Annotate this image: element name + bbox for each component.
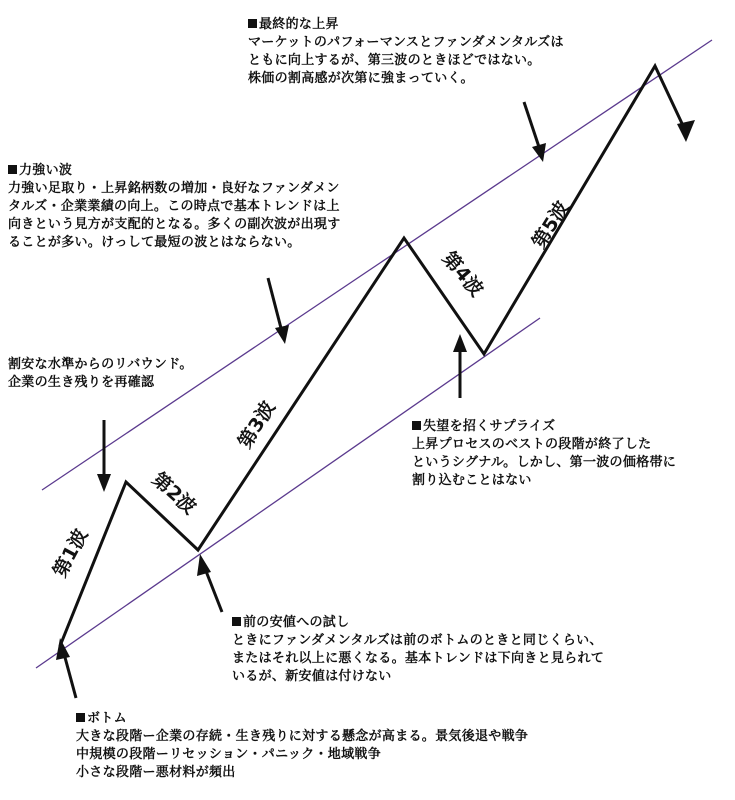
retest-line-1: ときにファンダメンタルズは前のボトムのときと同じくらい、 [232, 633, 603, 648]
wave-3-label: 第3波 [234, 397, 280, 453]
annotation-final-rise [248, 16, 564, 88]
arrow-strong-wave [268, 278, 289, 344]
annotation-strong-wave [8, 162, 341, 252]
final-decline-arrowhead [677, 120, 695, 142]
final-rise-heading: 最終的な上昇 [259, 17, 339, 32]
disappointment-line-1: 上昇プロセスのベストの段階が終了した [412, 437, 652, 452]
rebound-line-2: 企業の生き残りを再確認 [8, 375, 155, 390]
wave-5-label: 第5波 [528, 197, 574, 253]
disappointment-line-2: というシグナル。しかし、第一波の価格帯に [412, 455, 677, 470]
bullet-square-icon [232, 617, 241, 626]
retest-heading: 前の安値への試し [243, 615, 350, 630]
annotation-bottom [76, 710, 528, 782]
annotation-disappointment [412, 418, 676, 490]
rebound-line-1: 割安な水準からのリバウンド。 [8, 357, 193, 372]
bottom-line-2: 中規模の段階ーリセッション・パニック・地域戦争 [76, 747, 381, 762]
final-rise-line-3: 株価の割高感が次第に強まっていく。 [248, 71, 474, 86]
annotation-retest [232, 614, 604, 686]
bottom-heading: ボトム [87, 711, 127, 726]
arrow-final-rise [524, 102, 546, 162]
final-rise-line-1: マーケットのパフォーマンスとファンダメンタルズは [248, 35, 564, 50]
bullet-square-icon [76, 713, 85, 722]
arrow-rebound [97, 420, 111, 492]
strong-wave-heading: 力強い波 [19, 163, 73, 178]
strong-wave-line-1: 力強い足取り・上昇銘柄数の増加・良好なファンダメン [8, 181, 340, 196]
bullet-square-icon [8, 165, 17, 174]
disappointment-heading: 失望を招くサプライズ [423, 419, 556, 434]
retest-line-2: またはそれ以上に悪くなる。基本トレンドは下向きと見られて [232, 651, 605, 666]
arrow-disappointment [453, 334, 467, 398]
final-rise-line-2: ともに向上するが、第三波のときほどではない。 [248, 53, 541, 68]
bullet-square-icon [412, 421, 421, 430]
annotation-rebound [8, 356, 193, 392]
retest-line-3: いるが、新安値は付けない [232, 669, 392, 684]
wave-1-label: 第1波 [48, 525, 93, 581]
bullet-square-icon [248, 19, 257, 28]
disappointment-line-3: 割り込むことはない [412, 473, 532, 488]
bottom-line-1: 大きな段階ー企業の存続・生き残りに対する懸念が高まる。景気後退や戦争 [76, 729, 529, 744]
strong-wave-line-4: ることが多い。けっして最短の波とはならない。 [8, 235, 301, 250]
wave-4-label: 第4波 [437, 247, 488, 301]
wave-2-label: 第2波 [147, 468, 201, 519]
strong-wave-line-2: タルズ・企業業績の向上。この時点で基本トレンドは上 [8, 199, 340, 214]
bottom-line-3: 小さな段階ー悪材料が頻出 [76, 765, 236, 780]
strong-wave-line-3: 向きという見方が支配的となる。多くの副次波が出現す [8, 217, 341, 232]
arrow-retest [197, 554, 222, 612]
